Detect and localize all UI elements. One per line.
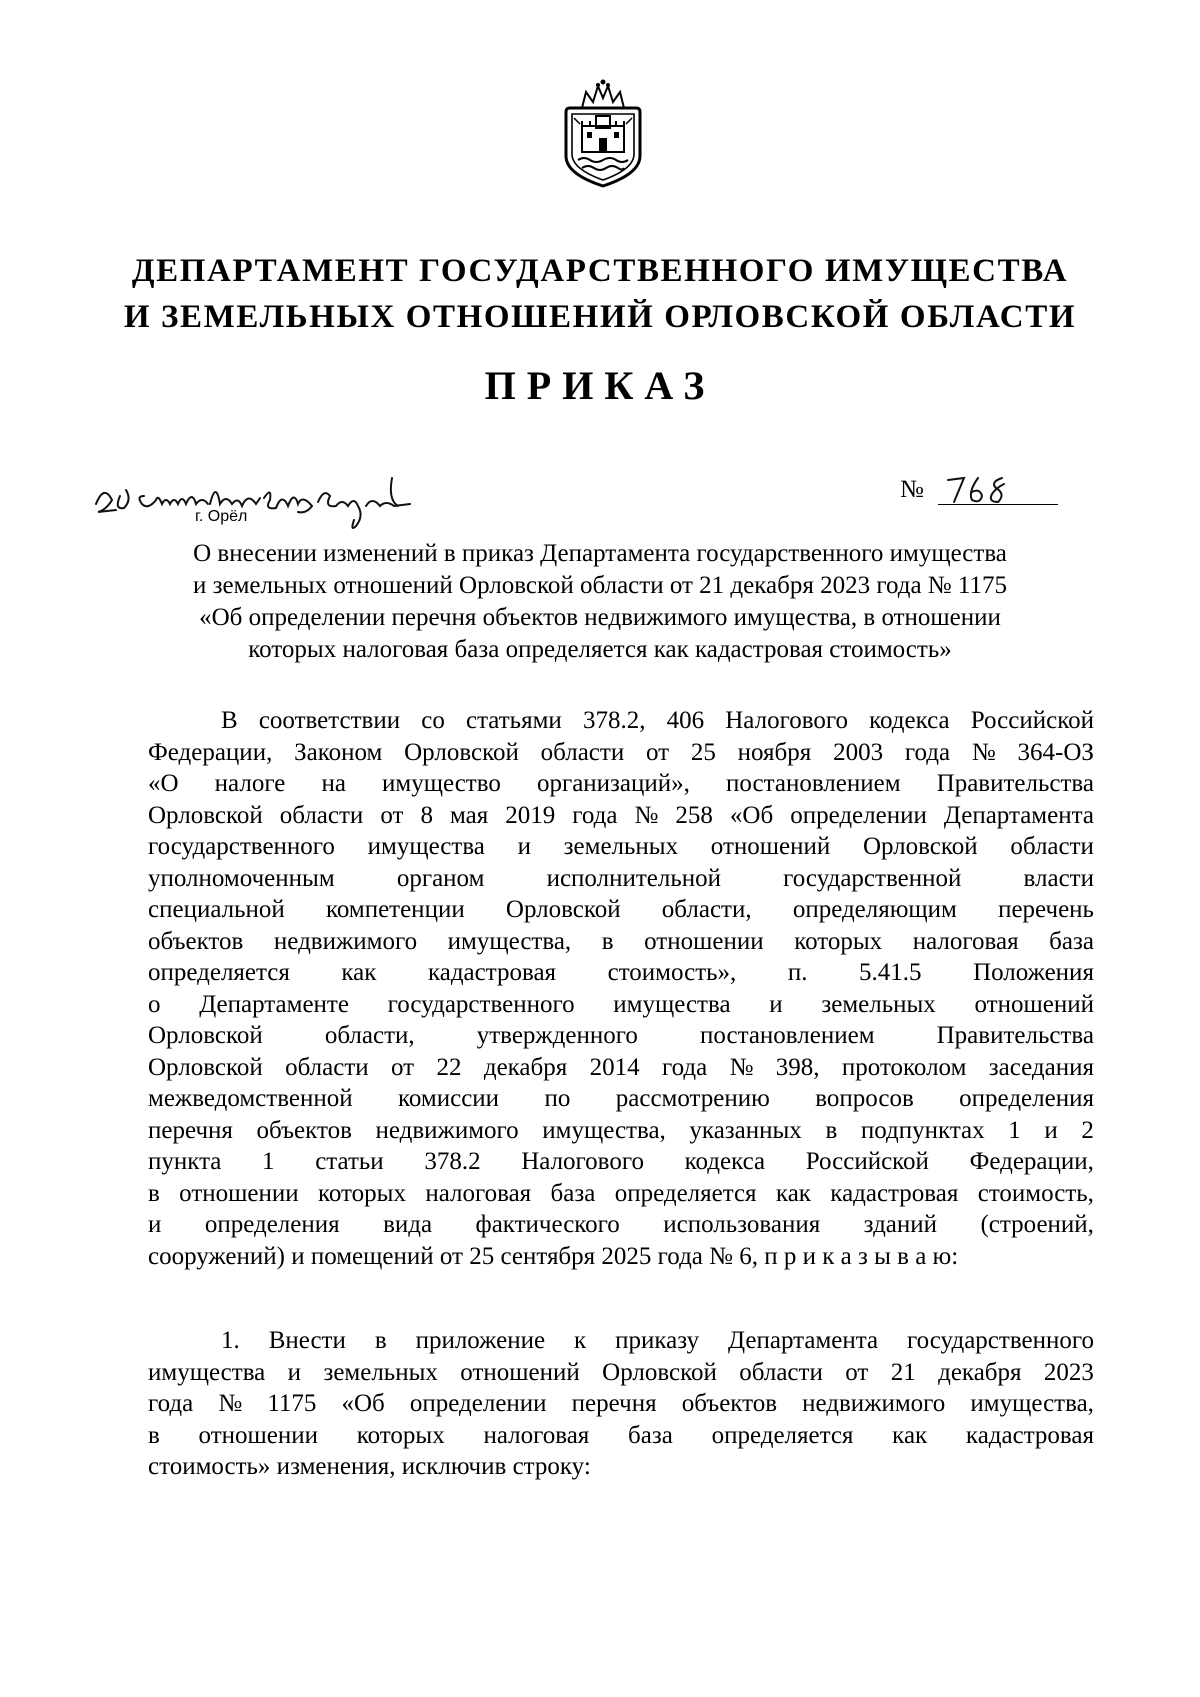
word: как — [892, 1421, 928, 1449]
word: 1 — [262, 1148, 275, 1175]
paragraph-line — [148, 1325, 1094, 1357]
word: статьями — [465, 707, 562, 734]
paragraph-line — [148, 926, 1094, 958]
word: определении — [409, 1390, 547, 1417]
word: 1175 — [267, 1390, 317, 1417]
paragraph-line — [148, 1388, 1094, 1420]
word: кодекса — [684, 1148, 766, 1175]
word: 22 — [436, 1053, 462, 1081]
word: 378.2, — [582, 707, 646, 734]
paragraph-line — [148, 989, 1094, 1021]
handwritten-date-signature — [92, 470, 442, 540]
subject-line: О внесении изменений в приказ Департамента государственного имущества — [193, 540, 1007, 567]
word: п. — [787, 959, 808, 986]
word: власти — [1023, 864, 1094, 892]
word: 2023 — [1043, 1358, 1094, 1386]
word: отношений — [974, 990, 1094, 1018]
word: 378.2 — [424, 1148, 481, 1175]
word: в — [148, 1421, 160, 1449]
subject-line: и земельных отношений Орловской области от 21 декабря 2023 года № 1175 — [193, 572, 1007, 599]
word: недвижимого — [273, 927, 418, 955]
word: кадастровая — [965, 1421, 1094, 1449]
word: на — [321, 770, 346, 797]
issuing-organization — [100, 248, 1100, 340]
word: 364-ОЗ — [1017, 738, 1094, 766]
word: Федерации, — [148, 738, 273, 766]
word: недвижимого — [375, 1116, 519, 1144]
paragraph-line — [148, 1451, 1094, 1483]
word: 1. — [221, 1327, 240, 1354]
word: Правительства — [936, 1022, 1094, 1049]
paragraph-line — [148, 800, 1094, 832]
paragraph-line — [148, 957, 1094, 989]
paragraph-text: сооружений) и помещений от 25 сентября 2025 года № 6, п р и к а з ы в а ю: — [148, 1242, 959, 1270]
word: года — [661, 1053, 708, 1081]
word: 398, — [775, 1053, 820, 1081]
word: Законом — [294, 738, 383, 766]
paragraph-line — [148, 894, 1094, 926]
word: вида — [383, 1211, 433, 1238]
word: Департаменте — [199, 990, 349, 1018]
word: 258 — [675, 801, 713, 829]
subject-line: «Об определении перечня объектов недвижимого имущества, в отношении — [199, 604, 1001, 631]
word: имущества, — [970, 1390, 1094, 1417]
word: база — [1049, 927, 1094, 955]
handwritten-order-number — [944, 472, 1014, 506]
word: Орловской — [404, 738, 519, 766]
word: стоимость, — [977, 1179, 1094, 1207]
word: налоге — [214, 770, 286, 797]
word: Правительства — [936, 770, 1094, 797]
word: «Об — [341, 1390, 385, 1417]
word: имущества, — [542, 1116, 666, 1144]
word: протоколом — [841, 1053, 967, 1081]
word: и — [1044, 1116, 1058, 1144]
word: постановлением — [700, 1022, 875, 1049]
word: области, — [324, 1022, 415, 1049]
word: со — [421, 707, 445, 734]
word: 25 — [690, 738, 716, 766]
word: кадастровая — [830, 1179, 959, 1207]
word: заседания — [988, 1053, 1094, 1081]
paragraph-text: стоимость» изменения, исключив строку: — [148, 1453, 591, 1480]
word: уполномоченным — [148, 864, 335, 892]
word: использования — [663, 1211, 821, 1238]
word: Российской — [970, 707, 1094, 734]
coat-of-arms-icon — [560, 78, 646, 190]
word: определения — [204, 1211, 340, 1238]
word: области — [1010, 833, 1094, 860]
org-line-2: И ЗЕМЕЛЬНЫХ ОТНОШЕНИЙ ОРЛОВСКОЙ ОБЛАСТИ — [123, 299, 1077, 335]
word: приказу — [615, 1327, 700, 1354]
word: Департамента — [943, 801, 1094, 829]
word: от — [380, 801, 404, 829]
paragraph-line — [148, 1146, 1094, 1178]
word: области, — [661, 896, 752, 923]
word: земельных — [821, 990, 936, 1018]
paragraph-line — [148, 768, 1094, 800]
word: которых — [356, 1421, 445, 1449]
word: исполнительной — [546, 864, 721, 892]
paragraph-line — [148, 1020, 1094, 1052]
word: приложение — [415, 1327, 546, 1354]
word: в — [374, 1327, 387, 1354]
word: фактического — [475, 1211, 620, 1238]
word: объектов — [681, 1390, 778, 1417]
paragraph-line — [148, 1209, 1094, 1241]
paragraph-line — [148, 1357, 1094, 1389]
word: имущества — [367, 833, 485, 860]
word: постановлением — [726, 770, 901, 797]
word: база — [628, 1421, 673, 1449]
word: Орловской — [602, 1358, 717, 1386]
word: мая — [449, 801, 489, 829]
word: имущества — [613, 990, 731, 1018]
word: вопросов — [815, 1085, 914, 1112]
word: налоговая — [483, 1421, 590, 1449]
word: № — [971, 738, 996, 766]
word: имущества — [148, 1358, 266, 1386]
word: комиссии — [398, 1085, 500, 1112]
word: отношении — [198, 1421, 319, 1449]
paragraph-line — [148, 831, 1094, 863]
word: статьи — [315, 1148, 384, 1175]
word: «Об — [729, 801, 774, 829]
word: определяется — [711, 1421, 854, 1449]
word: области — [739, 1358, 823, 1386]
paragraph-line — [148, 1241, 1094, 1273]
clause-1-paragraph — [148, 1325, 1094, 1483]
word: определяется — [148, 959, 290, 986]
paragraph-line — [148, 1420, 1094, 1452]
word: Положения — [973, 959, 1094, 986]
word: Департамента — [728, 1327, 879, 1354]
word: области — [279, 801, 364, 829]
word: (строений, — [980, 1211, 1094, 1238]
word: 2019 — [505, 801, 556, 829]
word: перечня — [571, 1390, 657, 1417]
word: указанных — [689, 1116, 802, 1144]
word: В — [221, 707, 238, 734]
word: государственного — [387, 990, 575, 1018]
word: декабря — [483, 1053, 568, 1081]
order-subject — [140, 538, 1060, 666]
word: ноября — [737, 738, 812, 766]
word: 5.41.5 — [859, 959, 922, 986]
word: Внести — [268, 1327, 346, 1354]
word: Налогового — [725, 707, 848, 734]
word: 2 — [1081, 1116, 1094, 1144]
word: отношений — [710, 833, 831, 860]
word: межведомственной — [148, 1085, 353, 1112]
preamble-paragraph — [148, 705, 1094, 1272]
word: Российской — [805, 1148, 929, 1175]
word: отношении — [179, 1179, 299, 1207]
word: отношений — [460, 1358, 580, 1386]
word: Орловской — [148, 1022, 263, 1049]
word: № — [729, 1053, 754, 1081]
city-label: г. Орёл — [195, 508, 248, 525]
word: в — [148, 1179, 160, 1207]
word: 8 — [420, 801, 433, 829]
word: года — [904, 738, 951, 766]
word: утвержденного — [476, 1022, 638, 1049]
word: Орловской — [862, 833, 978, 860]
word: по — [544, 1085, 571, 1112]
word: подпунктах — [860, 1116, 985, 1144]
paragraph-line — [148, 1083, 1094, 1115]
word: как — [775, 1179, 811, 1207]
paragraph-line — [148, 863, 1094, 895]
word: декабря — [938, 1358, 1022, 1386]
word: 1 — [1008, 1116, 1021, 1144]
word: база — [550, 1179, 596, 1207]
word: государственного — [907, 1327, 1094, 1354]
paragraph-line — [148, 737, 1094, 769]
word: года — [572, 801, 618, 829]
word: в — [825, 1116, 838, 1144]
word: в — [601, 927, 614, 955]
word: соответствии — [258, 707, 401, 734]
word: Налогового — [521, 1148, 644, 1175]
word: года — [148, 1390, 194, 1417]
word: как — [341, 959, 377, 986]
word: имущество — [382, 770, 501, 797]
word: и — [769, 990, 783, 1018]
word: которых — [794, 927, 883, 955]
word: и — [148, 1211, 162, 1238]
word: определении — [790, 801, 927, 829]
word: зданий — [863, 1211, 938, 1238]
word: области — [540, 738, 625, 766]
word: 406 — [666, 707, 705, 734]
word: рассмотрению — [615, 1085, 770, 1112]
word: № — [634, 801, 659, 829]
word: которых — [318, 1179, 406, 1207]
word: Федерации, — [969, 1148, 1094, 1175]
word: компетенции — [325, 896, 465, 923]
word: определения — [959, 1085, 1094, 1112]
word: к — [574, 1327, 587, 1354]
word: кодекса — [869, 707, 950, 734]
word: Орловской — [148, 801, 263, 829]
word: и — [517, 833, 531, 860]
word: определяющим — [792, 896, 957, 923]
subject-line: которых налоговая база определяется как кадастровая стоимость» — [248, 636, 952, 663]
document-type-title: ПРИКАЗ — [484, 363, 716, 408]
word: объектов — [256, 1116, 352, 1144]
word: Орловской — [505, 896, 621, 923]
org-line-1: ДЕПАРТАМЕНТ ГОСУДАРСТВЕННОГО ИМУЩЕСТВА — [131, 253, 1069, 289]
word: перечня — [148, 1116, 233, 1144]
word: «О — [148, 770, 179, 797]
word: от — [645, 738, 670, 766]
word: организаций», — [536, 770, 690, 797]
order-number-label: № — [900, 476, 924, 503]
word: определяется — [614, 1179, 757, 1207]
word: от — [845, 1358, 869, 1386]
word: и — [287, 1358, 302, 1386]
word: налоговая — [425, 1179, 532, 1207]
word: органом — [396, 864, 485, 892]
word: Орловской — [148, 1053, 263, 1081]
word: пункта — [148, 1148, 222, 1175]
paragraph-line — [148, 1115, 1094, 1147]
word: № — [218, 1390, 243, 1417]
word: от — [391, 1053, 415, 1081]
word: о — [148, 990, 161, 1018]
word: стоимость», — [607, 959, 737, 986]
word: 2003 — [833, 738, 884, 766]
word: имущества, — [447, 927, 572, 955]
paragraph-line — [148, 1052, 1094, 1084]
word: налоговая — [912, 927, 1019, 955]
word: объектов — [148, 927, 244, 955]
word: земельных — [563, 833, 679, 860]
word: специальной — [148, 896, 285, 923]
word: недвижимого — [802, 1390, 946, 1417]
word: перечень — [998, 896, 1094, 923]
word: 21 — [890, 1358, 916, 1386]
paragraph-line — [148, 1178, 1094, 1210]
paragraph-line — [148, 705, 1094, 737]
word: кадастровая — [427, 959, 557, 986]
word: государственного — [148, 833, 335, 860]
word: 2014 — [589, 1053, 640, 1081]
word: земельных — [323, 1358, 438, 1386]
word: отношении — [644, 927, 764, 955]
word: государственной — [783, 864, 962, 892]
word: области — [285, 1053, 369, 1081]
